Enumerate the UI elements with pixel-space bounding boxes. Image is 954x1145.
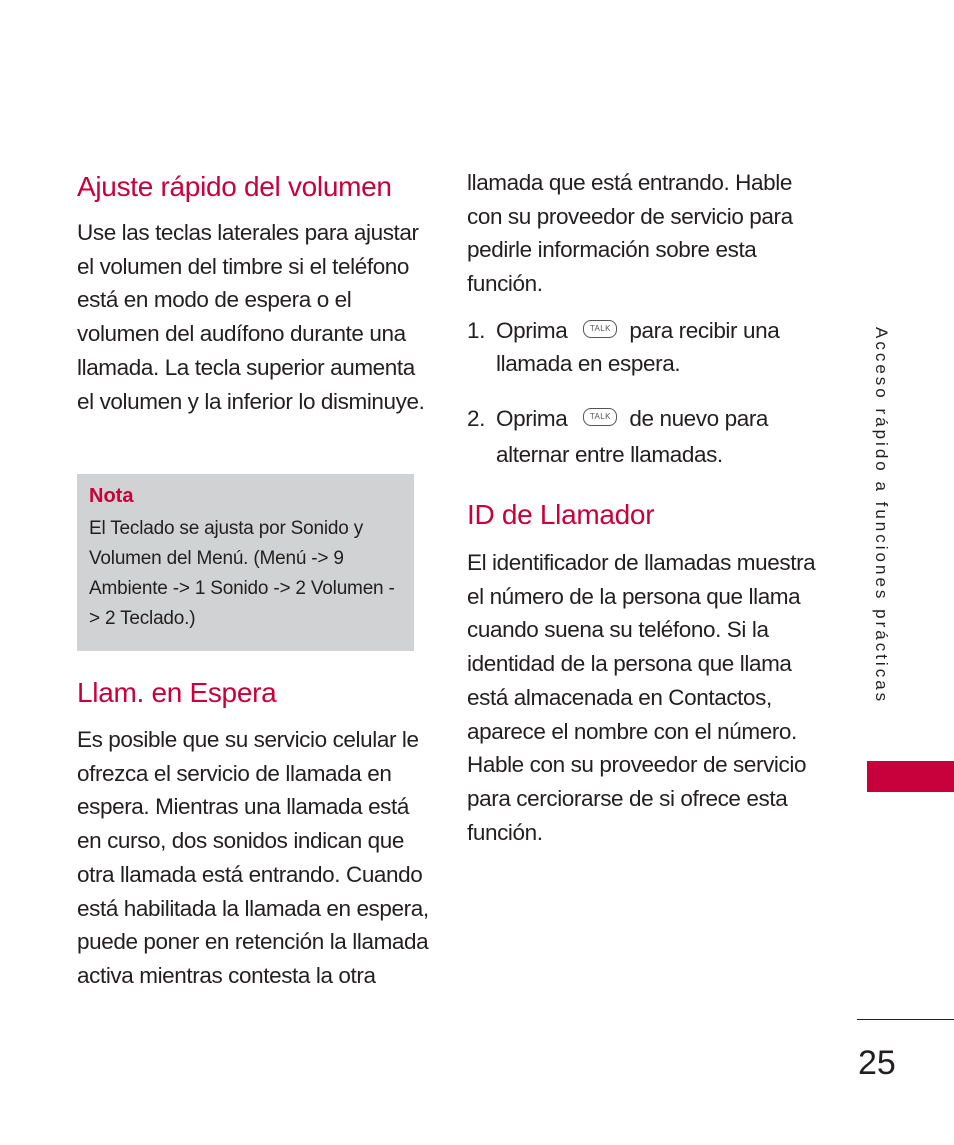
side-tab-label: Acceso rápido a funciones prácticas xyxy=(872,327,891,705)
step-text-after: para recibir una llamada en espera. xyxy=(496,318,780,376)
step-item xyxy=(467,314,827,380)
side-tab-marker xyxy=(867,761,954,792)
step-number: 2. xyxy=(467,406,485,431)
section-body-llamada-espera-continued: llamada que está entrando. Hable con su proveedor de servicio para pedirle información sobre esta función. xyxy=(467,170,793,297)
note-title: Nota xyxy=(89,485,134,507)
step-text-after: de nuevo para alternar entre llamadas. xyxy=(496,406,769,467)
step-text-before: Oprima xyxy=(496,318,568,343)
talk-key-icon: TALK xyxy=(583,408,617,426)
section-body-id-llamador: El identificador de llamadas muestra el número de la persona que llama cuando suena su teléfono. Si la identidad de la persona que llama está almacenada en Contactos, aparece el nombre con el número. Hable con su proveedor de servicio para cerciorarse de si ofrece esta función. xyxy=(467,550,816,845)
step-text-before: Oprima xyxy=(496,406,568,431)
section-body-ajuste-volumen: Use las teclas laterales para ajustar el volumen del timbre si el teléfono está en modo de espera o el volumen del audífono durante una llamada. La tecla superior aumenta el volumen y la inferior lo disminuye. xyxy=(77,220,425,414)
page-number-rule xyxy=(857,1019,954,1020)
note-box xyxy=(77,474,414,651)
note-text: El Teclado se ajusta por Sonido y Volumen del Menú. (Menú -> 9 Ambiente -> 1 Sonido -> 2 Volumen -> 2 Teclado.) xyxy=(89,518,395,629)
section-title-ajuste-volumen: Ajuste rápido del volumen xyxy=(77,171,392,202)
section-body-llamada-espera: Es posible que su servicio celular le ofrezca el servicio de llamada en espera. Mientras una llamada está en curso, dos sonidos indican que otra llamada está entrando. Cuando está habilitada la llamada en espera, puede poner en retención la llamada activa mientras contesta la otra xyxy=(77,727,429,988)
page-number: 25 xyxy=(858,1044,896,1082)
section-title-id-llamador: ID de Llamador xyxy=(467,499,655,530)
section-title-llamada-espera: Llam. en Espera xyxy=(77,677,277,708)
step-number: 1. xyxy=(467,318,485,343)
step-item xyxy=(467,401,827,473)
talk-key-icon: TALK xyxy=(583,320,617,338)
